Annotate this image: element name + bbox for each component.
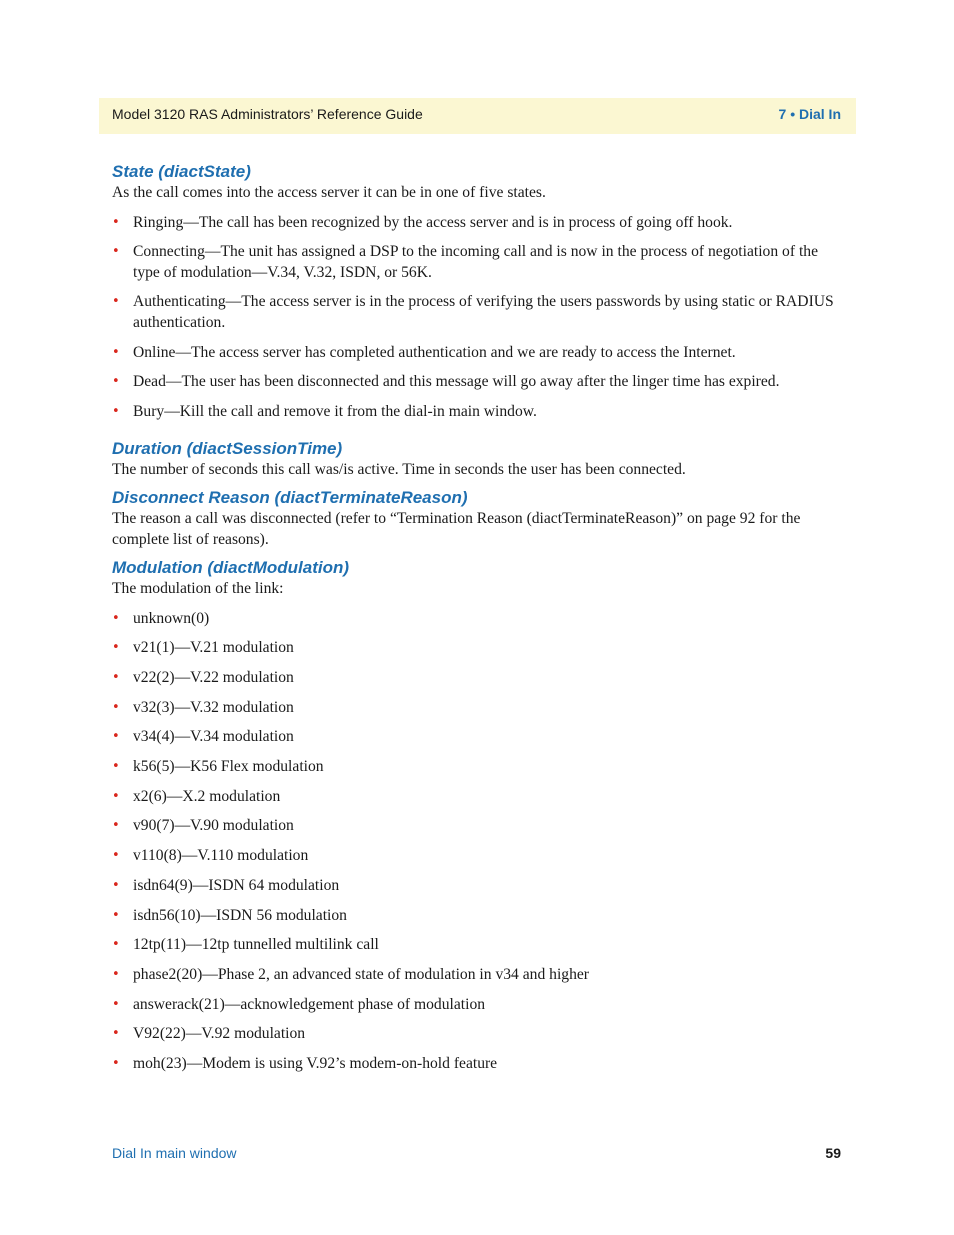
- list-item: [112, 638, 842, 659]
- list-item: [112, 965, 842, 986]
- bullet-icon: •: [112, 294, 120, 310]
- list-item: [112, 242, 842, 283]
- list-item: [112, 372, 842, 393]
- running-header-title: Model 3120 RAS Administrators’ Reference Guide: [112, 106, 423, 122]
- page-content: [112, 161, 842, 1084]
- list-item-text: v22(2)—V.22 modulation: [133, 669, 294, 686]
- bullet-icon: •: [112, 670, 120, 685]
- bullet-icon: •: [112, 759, 120, 775]
- list-item: [112, 1054, 842, 1075]
- list-item: [112, 213, 842, 234]
- list-item-text: Dead—The user has been disconnected and this message will go away after the linger time has expired.: [133, 373, 780, 391]
- list-item-text: moh(23)—Modem is using V.92’s modem-on-hold feature: [133, 1054, 498, 1072]
- state-list: [112, 213, 842, 423]
- list-item-text: x2(6)—X.2 modulation: [133, 787, 281, 805]
- list-item-text: unknown(0): [133, 609, 210, 627]
- list-item-text: v110(8)—V.110 modulation: [133, 847, 309, 865]
- list-item-text: v90(7)—V.90 modulation: [133, 817, 294, 835]
- modulation-heading: Modulation (diactModulation): [112, 558, 350, 578]
- list-item: [112, 935, 842, 956]
- bullet-icon: •: [112, 729, 120, 745]
- bullet-icon: •: [112, 1026, 120, 1042]
- list-item: [112, 402, 842, 423]
- bullet-icon: •: [112, 640, 120, 656]
- bullet-icon: •: [112, 1055, 120, 1071]
- list-item-text: 12tp(11)—12tp tunnelled multilink call: [133, 936, 379, 954]
- list-item: [112, 698, 842, 719]
- list-item: [112, 668, 842, 689]
- bullet-icon: •: [112, 699, 120, 715]
- bullet-icon: •: [112, 818, 120, 834]
- list-item: [112, 727, 842, 748]
- bullet-icon: •: [112, 907, 120, 923]
- list-item: [112, 906, 842, 927]
- modulation-list: [112, 609, 842, 1075]
- bullet-icon: •: [112, 937, 120, 953]
- disconnect-text: The reason a call was disconnected (refer to “Termination Reason (diactTerminateReason)” on page 92 for the complete list of reasons).: [112, 510, 801, 548]
- footer-page-number: 59: [825, 1145, 841, 1161]
- list-item-text: k56(5)—K56 Flex modulation: [133, 758, 324, 776]
- list-item: [112, 995, 842, 1016]
- list-item-text: Online—The access server has completed authentication and we are ready to access the Internet.: [133, 343, 736, 361]
- duration-text: The number of seconds this call was/is active. Time in seconds the user has been connected.: [112, 460, 686, 478]
- list-item-text: v32(3)—V.32 modulation: [133, 698, 294, 716]
- bullet-icon: •: [112, 244, 120, 260]
- bullet-icon: •: [112, 610, 120, 626]
- bullet-icon: •: [112, 214, 120, 230]
- bullet-icon: •: [112, 344, 120, 360]
- list-item: [112, 343, 842, 364]
- bullet-icon: •: [112, 374, 120, 390]
- state-intro: As the call comes into the access server it can be in one of five states.: [112, 184, 546, 201]
- list-item-text: Connecting—The unit has assigned a DSP to the incoming call and is now in the process of negotiation of the type of modulation—V.34, V.32, ISDN, or 56K.: [133, 243, 818, 281]
- bullet-icon: •: [112, 848, 120, 864]
- running-header-chapter: 7 • Dial In: [778, 106, 841, 122]
- list-item: [112, 292, 842, 333]
- list-item: [112, 757, 842, 778]
- list-item: [112, 876, 842, 897]
- duration-heading: Duration (diactSessionTime): [112, 438, 343, 458]
- bullet-icon: •: [112, 966, 120, 982]
- disconnect-heading: Disconnect Reason (diactTerminateReason): [112, 488, 468, 508]
- list-item-text: Authenticating—The access server is in the process of verifying the users passwords by using static or RADIUS authentication.: [133, 293, 834, 331]
- list-item-text: Bury—Kill the call and remove it from the dial-in main window.: [133, 402, 537, 420]
- list-item: [112, 1024, 842, 1045]
- list-item-text: V92(22)—V.92 modulation: [133, 1025, 306, 1043]
- list-item-text: phase2(20)—Phase 2, an advanced state of modulation in v34 and higher: [133, 965, 589, 983]
- list-item: [112, 787, 842, 808]
- list-item-text: v21(1)—V.21 modulation: [133, 639, 294, 657]
- list-item-text: isdn56(10)—ISDN 56 modulation: [133, 906, 347, 924]
- footer-section-name: Dial In main window: [112, 1145, 237, 1161]
- list-item: [112, 609, 842, 630]
- state-heading: State (diactState): [112, 162, 251, 181]
- list-item-text: isdn64(9)—ISDN 64 modulation: [133, 876, 340, 894]
- bullet-icon: •: [112, 996, 120, 1012]
- bullet-icon: •: [112, 403, 120, 419]
- list-item: [112, 846, 842, 867]
- bullet-icon: •: [112, 788, 120, 804]
- list-item-text: answerack(21)—acknowledgement phase of modulation: [133, 995, 486, 1013]
- list-item-text: v34(4)—V.34 modulation: [133, 728, 294, 746]
- list-item-text: Ringing—The call has been recognized by the access server and is in process of going off hook.: [133, 213, 733, 231]
- list-item: [112, 816, 842, 837]
- bullet-icon: •: [112, 877, 120, 893]
- modulation-intro: The modulation of the link:: [112, 580, 284, 598]
